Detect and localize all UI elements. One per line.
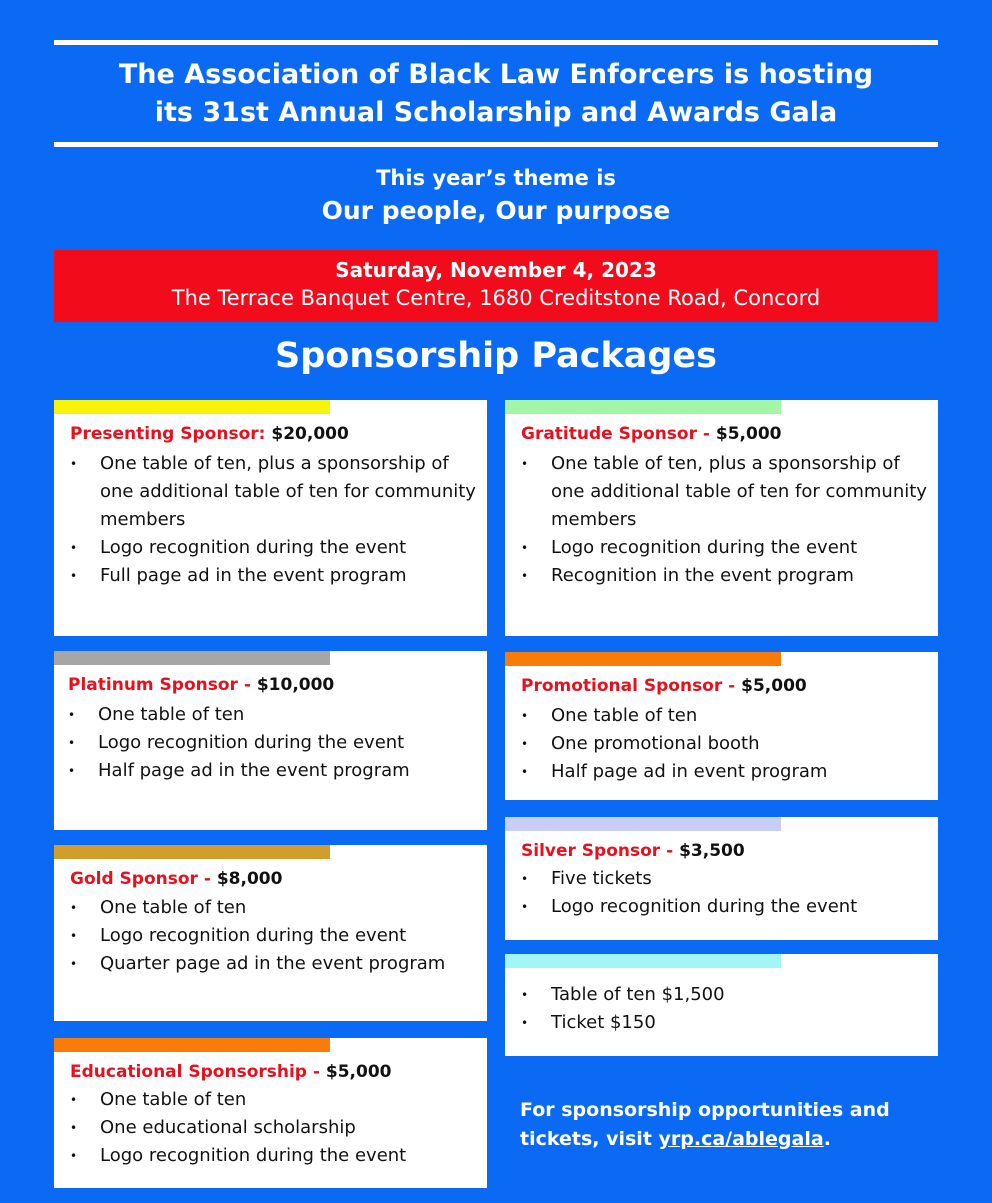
package-title <box>70 1062 391 1082</box>
contact-text: For sponsorship opportunities and tickets, visit <box>520 1099 890 1150</box>
benefit-item: • Full page ad in the event program <box>70 562 479 590</box>
package-title <box>521 424 782 444</box>
benefit-item: • Half page ad in event program <box>521 758 930 786</box>
package-card-platinum <box>54 651 487 830</box>
benefit-item: • One table of ten <box>70 894 479 922</box>
color-bar <box>505 817 781 831</box>
package-price: $20,000 <box>265 424 349 444</box>
benefit-item: • One promotional booth <box>521 730 930 758</box>
event-date: Saturday, November 4, 2023 <box>335 258 657 282</box>
package-price: $5,000 <box>715 424 782 444</box>
benefit-item: • Quarter page ad in the event program <box>70 950 479 978</box>
package-name: Presenting Sponsor: <box>70 424 266 444</box>
benefit-item: • Logo recognition during the event <box>70 1142 479 1170</box>
package-price: $5,000 <box>325 1062 392 1082</box>
package-price: $8,000 <box>216 869 283 889</box>
color-bar <box>505 652 781 666</box>
color-bar <box>54 651 330 665</box>
gala-website-link[interactable]: yrp.ca/ablegala <box>658 1128 824 1150</box>
color-bar <box>505 954 781 968</box>
benefit-list <box>521 702 930 786</box>
benefit-item: • One table of ten <box>70 1086 479 1114</box>
benefit-item: • Table of ten $1,500 <box>521 981 930 1009</box>
package-card-gratitude <box>505 400 938 636</box>
package-card-gold <box>54 845 487 1021</box>
package-title <box>521 676 807 696</box>
package-name: Platinum Sponsor - <box>68 675 257 695</box>
theme-text: Our people, Our purpose <box>321 196 671 225</box>
package-title <box>70 869 282 889</box>
benefit-item: • One table of ten <box>68 701 479 729</box>
package-card-educational <box>54 1038 487 1188</box>
package-card-presenting <box>54 400 487 636</box>
benefit-list <box>68 701 479 785</box>
benefit-list <box>521 865 930 921</box>
benefit-item: • One table of ten, plus a sponsorship of one additional table of ten for community members <box>521 450 930 534</box>
event-venue: The Terrace Banquet Centre, 1680 Creditstone Road, Concord <box>171 286 821 310</box>
benefit-item: • Recognition in the event program <box>521 562 930 590</box>
contact-note <box>520 1096 940 1154</box>
color-bar <box>505 400 781 414</box>
package-price: $5,000 <box>741 676 807 696</box>
benefit-list <box>70 894 479 978</box>
benefit-item: • Logo recognition during the event <box>70 922 479 950</box>
benefit-list <box>70 450 479 590</box>
benefit-item: • One table of ten <box>521 702 930 730</box>
color-bar <box>54 1038 330 1052</box>
top-rule <box>54 40 938 45</box>
package-name: Gratitude Sponsor - <box>521 424 716 444</box>
package-name: Educational Sponsorship - <box>70 1062 326 1082</box>
package-name: Silver Sponsor - <box>521 841 680 861</box>
benefit-item: • Half page ad in the event program <box>68 757 479 785</box>
package-title <box>68 675 334 695</box>
event-headline <box>54 56 938 132</box>
package-card-tickets <box>505 954 938 1056</box>
theme-intro: This year’s theme is <box>376 166 616 190</box>
headline-line-2: its 31st Annual Scholarship and Awards Gala <box>154 97 838 128</box>
benefit-item: • Logo recognition during the event <box>70 534 479 562</box>
benefit-list <box>521 450 930 590</box>
benefit-item: • Ticket $150 <box>521 1009 930 1037</box>
benefit-item: • Logo recognition during the event <box>68 729 479 757</box>
package-card-promotional <box>505 652 938 800</box>
benefit-item: • Five tickets <box>521 865 930 893</box>
benefit-list <box>521 981 930 1037</box>
color-bar <box>54 400 330 414</box>
package-price: $10,000 <box>256 675 335 695</box>
package-title <box>521 841 745 861</box>
benefit-item: • Logo recognition during the event <box>521 534 930 562</box>
package-title <box>70 424 349 444</box>
event-details-banner <box>54 250 938 322</box>
section-title: Sponsorship Packages <box>275 336 717 376</box>
package-name: Gold Sponsor - <box>70 869 217 889</box>
benefit-item: • One educational scholarship <box>70 1114 479 1142</box>
benefit-item: • One table of ten, plus a sponsorship of one additional table of ten for community members <box>70 450 479 534</box>
contact-end: . <box>823 1128 831 1150</box>
package-price: $3,500 <box>679 841 745 861</box>
benefit-item: • Logo recognition during the event <box>521 893 930 921</box>
benefit-list <box>70 1086 479 1170</box>
headline-line-1: The Association of Black Law Enforcers is hosting <box>118 59 874 90</box>
package-card-silver <box>505 817 938 940</box>
package-name: Promotional Sponsor - <box>521 676 742 696</box>
bottom-rule <box>54 142 938 147</box>
color-bar <box>54 845 330 859</box>
